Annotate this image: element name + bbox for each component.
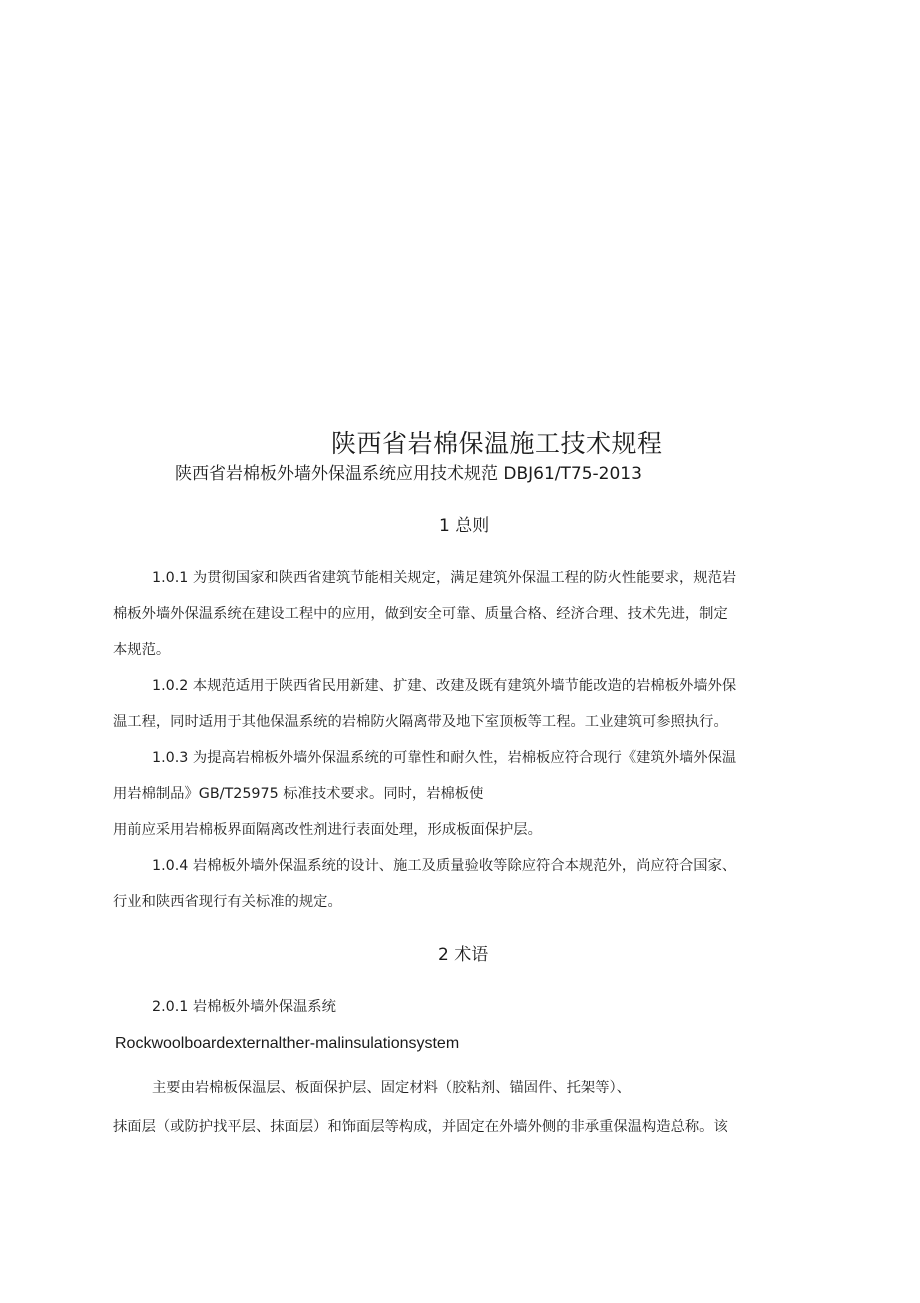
document-subtitle: 陕西省岩棉板外墙外保温系统应用技术规范 DBJ61/T75-2013 bbox=[175, 464, 642, 484]
term-english-name: Rockwoolboardexternalther-malinsulationsystem bbox=[115, 1035, 460, 1052]
paragraph-line: 1.0.2 本规范适用于陕西省民用新建、扩建、改建及既有建筑外墙节能改造的岩棉板外墙外保 bbox=[152, 678, 737, 694]
paragraph-line: 主要由岩棉板保温层、板面保护层、固定材料（胶粘剂、锚固件、托架等）、 bbox=[152, 1080, 631, 1096]
paragraph-line: 棉板外墙外保温系统在建设工程中的应用，做到安全可靠、质量合格、经济合理、技术先进，制定 bbox=[113, 606, 728, 622]
paragraph-line: 行业和陕西省现行有关标准的规定。 bbox=[113, 894, 342, 910]
paragraph-line: 用岩棉制品》GB/T25975 标准技术要求。同时，岩棉板使 bbox=[113, 786, 484, 802]
section-heading-general: 1 总则 bbox=[439, 516, 490, 536]
paragraph-line: 用前应采用岩棉板界面隔离改性剂进行表面处理，形成板面保护层。 bbox=[113, 822, 542, 838]
paragraph-line: 本规范。 bbox=[113, 642, 171, 658]
document-title: 陕西省岩棉保温施工技术规程 bbox=[331, 429, 663, 458]
section-heading-terms: 2 术语 bbox=[438, 945, 489, 965]
paragraph-line: 1.0.4 岩棉板外墙外保温系统的设计、施工及质量验收等除应符合本规范外，尚应符合国家、 bbox=[152, 858, 737, 874]
paragraph-line: 抹面层（或防护找平层、抹面层）和饰面层等构成，并固定在外墙外侧的非承重保温构造总称。该 bbox=[113, 1119, 728, 1135]
term-heading: 2.0.1 岩棉板外墙外保温系统 bbox=[152, 999, 336, 1015]
paragraph-line: 1.0.1 为贯彻国家和陕西省建筑节能相关规定，满足建筑外保温工程的防火性能要求，规范岩 bbox=[152, 570, 737, 586]
paragraph-line: 温工程，同时适用于其他保温系统的岩棉防火隔离带及地下室顶板等工程。工业建筑可参照执行。 bbox=[113, 714, 728, 730]
paragraph-line: 1.0.3 为提高岩棉板外墙外保温系统的可靠性和耐久性，岩棉板应符合现行《建筑外墙外保温 bbox=[152, 750, 737, 766]
